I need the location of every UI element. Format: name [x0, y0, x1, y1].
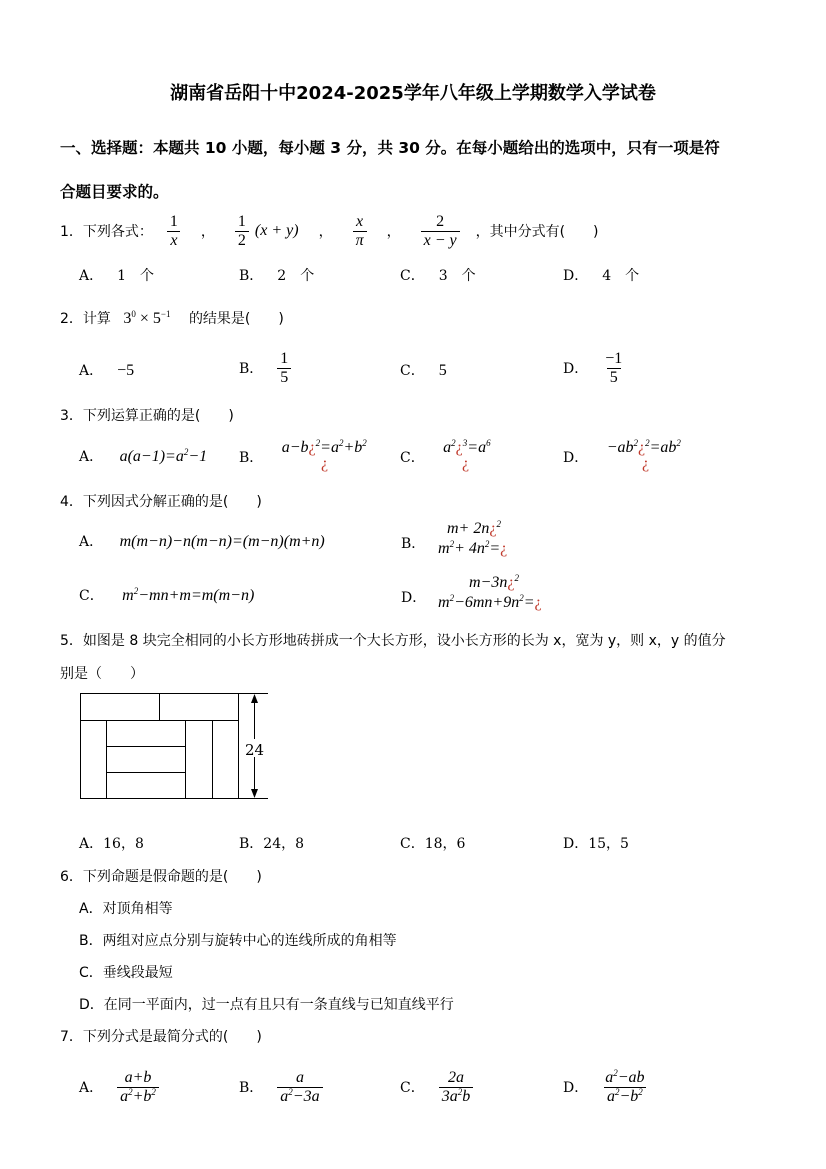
q5-option-c: C．18，6 — [400, 836, 466, 852]
q1-option-b: B． 2 个 — [239, 268, 315, 284]
q1-prefix: 1．下列各式： — [60, 224, 153, 240]
q4-option-a: A． m(m−n)−n(m−n)=(m−n)(m+n) — [79, 533, 325, 550]
q2-prefix: 2．计算 — [60, 311, 111, 327]
question-6-stem: 6．下列命题是假命题的是( ) — [60, 869, 262, 885]
q6-option-a: A．对顶角相等 — [79, 901, 173, 917]
q2-option-d: D． $\frac{-1}{5}$ — [563, 349, 623, 386]
page-title: 湖南省岳阳十中2024-2025学年八年级上学期数学入学试卷 — [170, 83, 656, 104]
q1-suffix: ，其中分式有( ) — [475, 224, 599, 240]
q3-option-b: B． $a-b¿^2=a^2+b^2$ ¿ — [239, 438, 367, 472]
q2-expression: $3^0 \times 5^{-1}$ — [123, 309, 171, 327]
question-4-stem: 4．下列因式分解正确的是( ) — [60, 494, 262, 510]
question-1-stem — [60, 211, 599, 251]
question-5-stem-line2: 别是（ ） — [60, 666, 144, 682]
q7-option-a: A． $\frac{a+b}{a^2+b^2}$ — [79, 1064, 159, 1110]
q4-option-c: C． $m^2-mn+m=m(m-n)$ — [79, 586, 255, 604]
q1-sep-3: ， — [386, 224, 401, 240]
q3-option-c: C． $a^2¿^3=a^6$ ¿ — [400, 438, 491, 472]
q2-suffix: 的结果是( ) — [188, 311, 284, 327]
q1-option-a: A． 1 个 — [79, 268, 155, 284]
q7-option-b: B． $\frac{a}{a^2-3a}$ — [239, 1064, 323, 1110]
q1-fraction-2-tail: (x + y) — [254, 222, 299, 239]
question-7-stem: 7．下列分式是最简分式的( ) — [60, 1029, 262, 1045]
question-2-stem — [60, 308, 284, 328]
arrow-up-icon — [251, 694, 258, 703]
q1-option-d: D． 4 个 — [563, 268, 640, 284]
q7-option-d: D． $\frac{a^2-ab}{a^2-b^2}$ — [563, 1067, 645, 1105]
q1-fraction-2: $\frac{1}{2}$ — [235, 213, 249, 250]
question-3-stem: 3．下列运算正确的是( ) — [60, 408, 234, 424]
question-5-stem-line1: 5．如图是 8 块完全相同的小长方形地砖拼成一个大长方形，设小长方形的长为 x，宽为 y，则 x，y 的值分 — [60, 633, 726, 649]
q5-option-b: B．24，8 — [239, 836, 305, 852]
q6-option-c: C．垂线段最短 — [79, 965, 173, 981]
q3-option-d: D． $-ab^2¿^2=ab^2$ ¿ — [563, 438, 681, 472]
section-heading-line1: 一、选择题：本题共 10 小题，每小题 3 分，共 30 分。在每小题给出的选项中，只有一项是符 — [60, 139, 720, 157]
q1-sep-2: ， — [318, 224, 333, 240]
q2-option-b: B． $\frac{1}{5}$ — [239, 348, 291, 388]
section-heading-line2: 合题目要求的。 — [60, 183, 169, 201]
q1-option-c: C． 3 个 — [400, 268, 476, 284]
q7-option-c: C． $\frac{2a}{3a^2b}$ — [400, 1064, 473, 1110]
q1-fraction-1: $\frac{1}{x}$ — [167, 213, 181, 250]
q1-fraction-4: $\frac{2}{x - y}$ — [421, 213, 460, 250]
arrow-down-icon — [251, 789, 258, 798]
q5-option-d: D．15，5 — [563, 836, 629, 852]
q1-fraction-3: $\frac{x}{\pi}$ — [353, 213, 367, 250]
q5-option-a: A．16，8 — [79, 836, 144, 852]
q5-figure-dimension-label: 24 — [245, 741, 265, 759]
q2-option-c: C． 5 — [400, 362, 447, 379]
q3-option-a: A． $a(a-1)=a^2-1$ — [79, 447, 208, 465]
q1-sep-1: ， — [200, 224, 215, 240]
q2-option-a: A． −5 — [79, 362, 135, 379]
q6-option-b: B．两组对应点分别与旋转中心的连线所成的角相等 — [79, 933, 397, 949]
q5-tile-figure — [78, 690, 270, 802]
q6-option-d: D．在同一平面内，过一点有且只有一条直线与已知直线平行 — [79, 997, 454, 1013]
